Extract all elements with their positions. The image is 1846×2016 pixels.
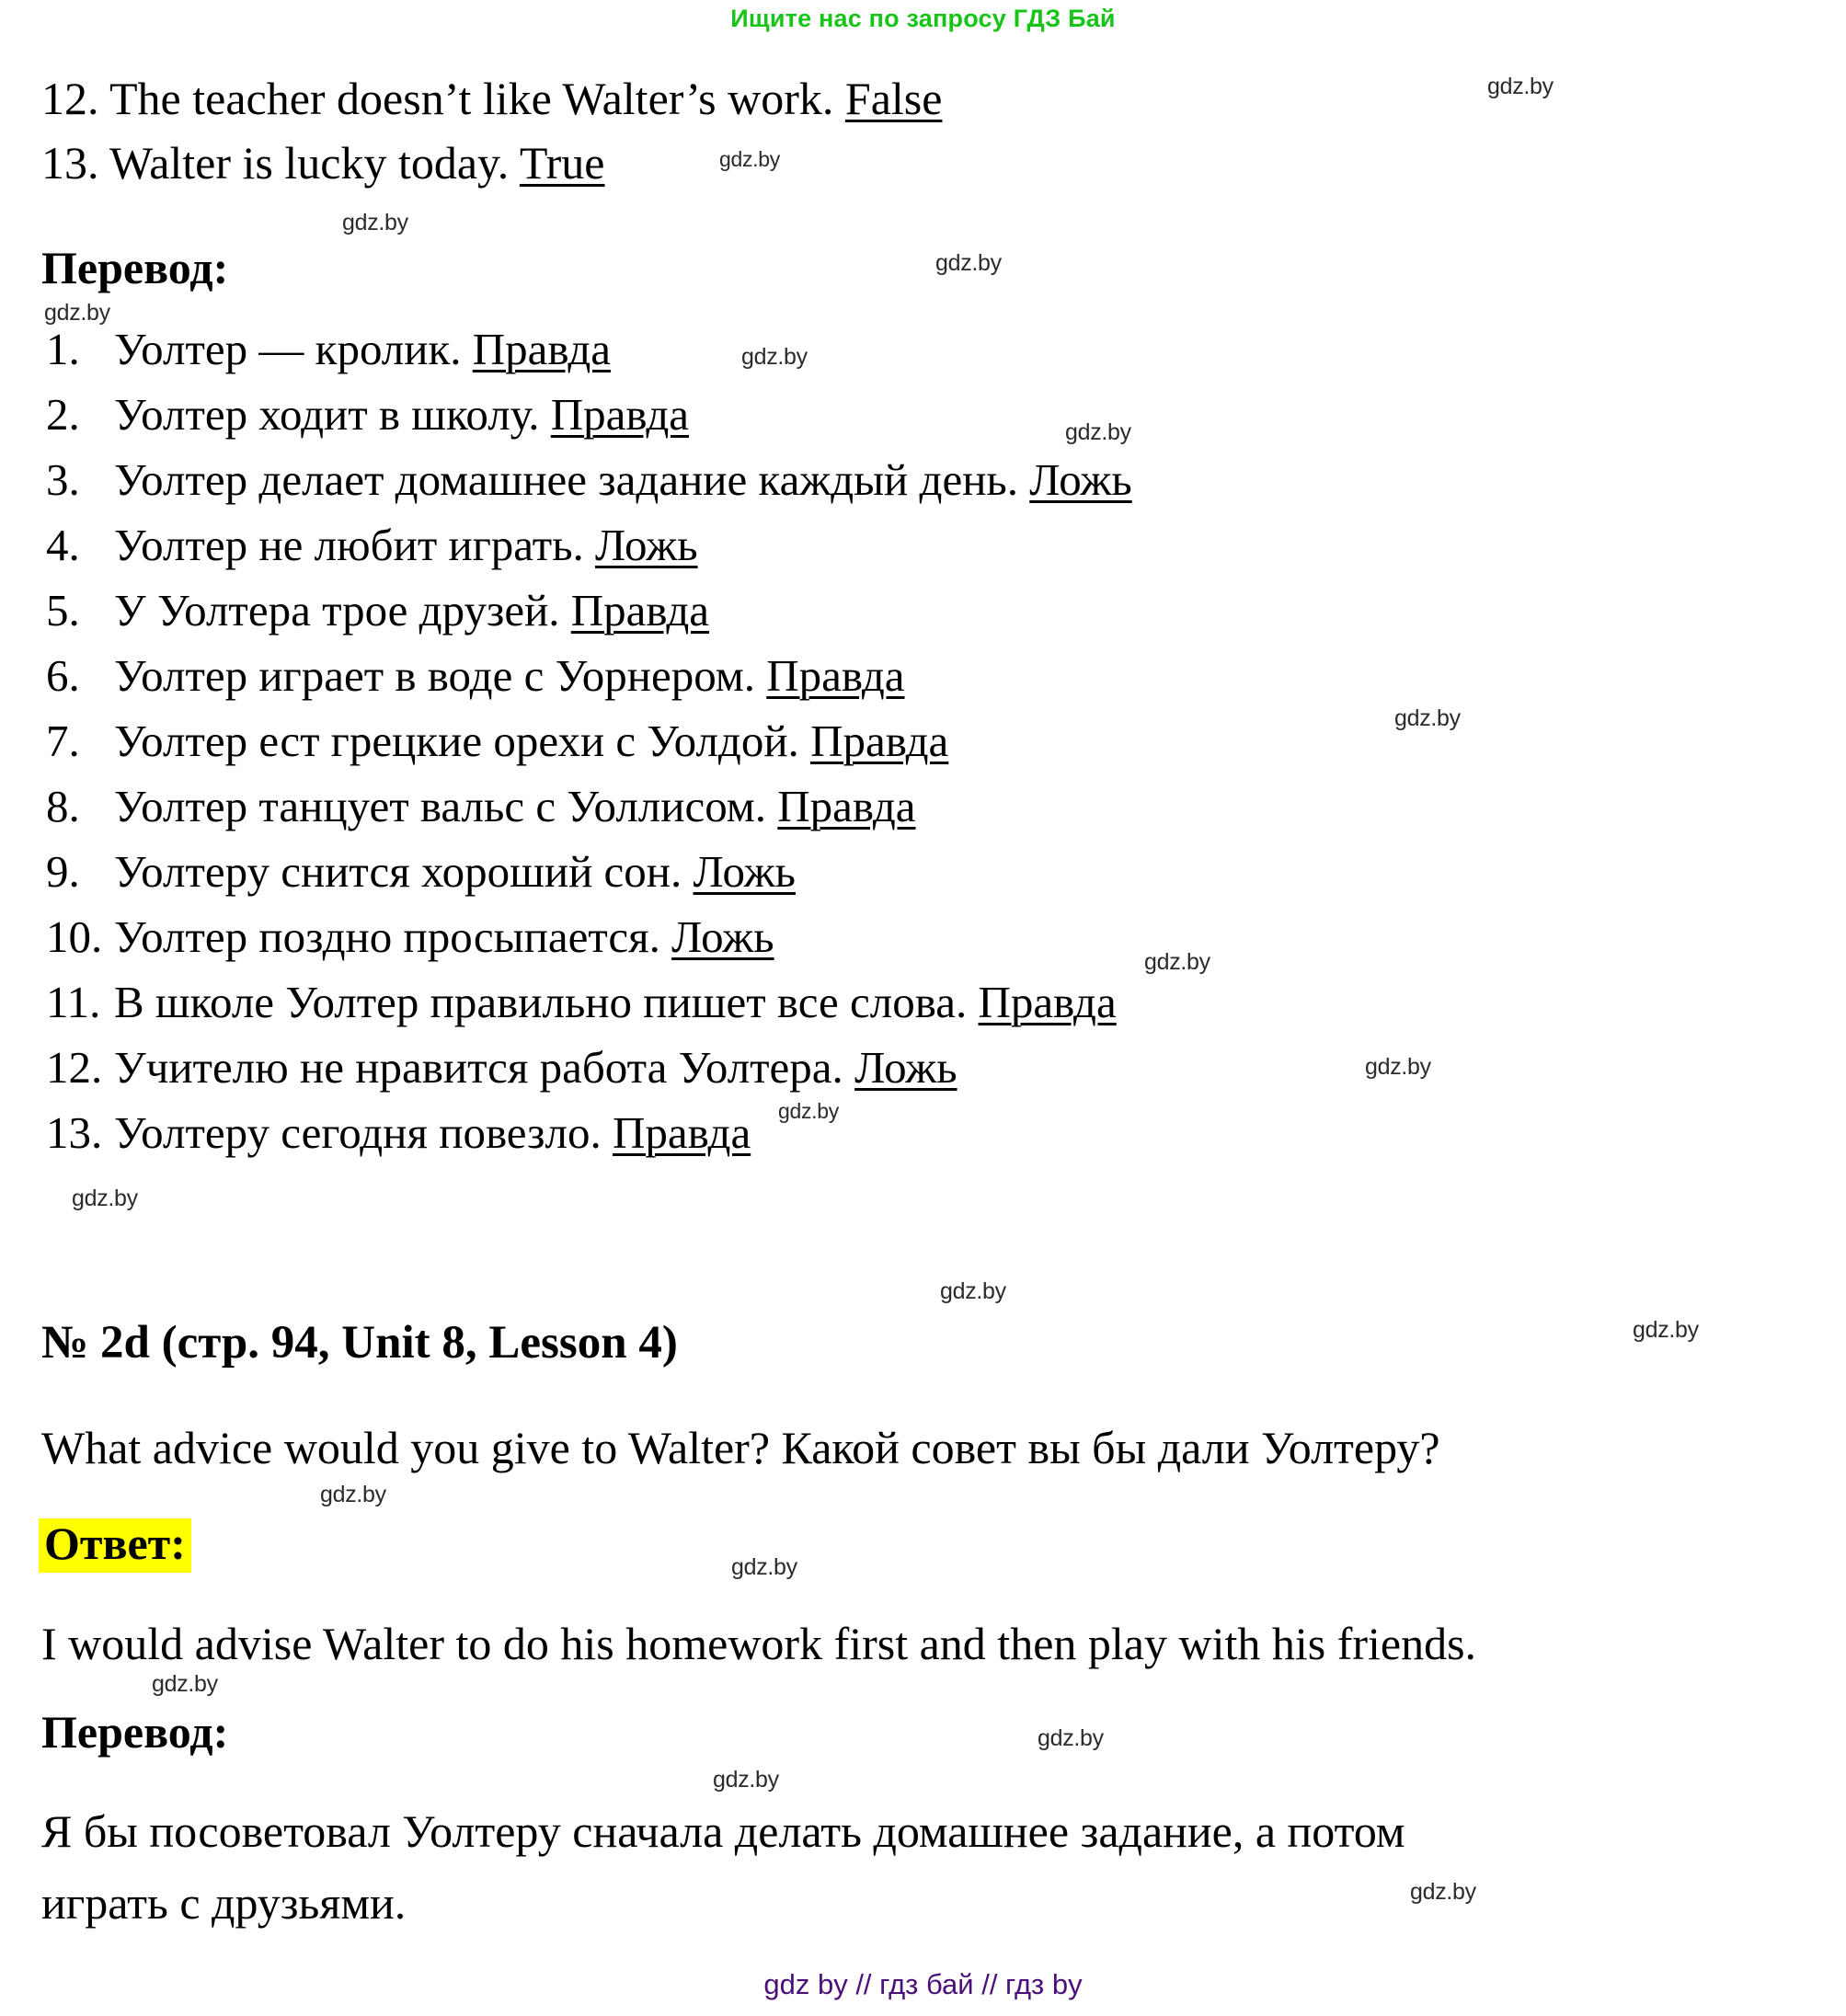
- statement-row: [46, 520, 698, 570]
- watermark-gdz: gdz.by: [1038, 1725, 1104, 1751]
- statement-row: [41, 137, 605, 189]
- watermark-gdz: gdz.by: [44, 300, 110, 326]
- watermark-gdz: gdz.by: [72, 1186, 138, 1211]
- statement-text: В школе Уолтер правильно пишет все слова.: [114, 977, 979, 1027]
- statement-answer: Правда: [570, 585, 710, 636]
- statement-text: Уолтер — кролик.: [114, 324, 473, 374]
- statement-number: 10.: [46, 911, 103, 962]
- statement-row: [46, 716, 949, 766]
- statement-number: 9.: [46, 846, 80, 897]
- statement-number: 6.: [46, 650, 80, 701]
- statement-number: 5.: [46, 585, 80, 636]
- watermark-gdz: gdz.by: [940, 1278, 1006, 1304]
- statement-answer: Ложь: [693, 846, 797, 897]
- statement-number: 2.: [46, 389, 80, 440]
- answer-label-badge: Ответ:: [39, 1518, 191, 1573]
- statement-answer: False: [844, 73, 943, 124]
- task-question: What advice would you give to Walter? Какой совет вы бы дали Уолтеру?: [41, 1422, 1440, 1473]
- statement-text: Walter is lucky today.: [109, 137, 520, 189]
- statement-answer: Ложь: [1029, 454, 1132, 505]
- statement-answer: Ложь: [854, 1042, 957, 1093]
- statement-number: 8.: [46, 781, 80, 831]
- statement-text: Учителю не нравится работа Уолтера.: [114, 1042, 855, 1093]
- statement-row: [46, 911, 774, 962]
- answer-text: I would advise Walter to do his homework first and then play with his friends.: [41, 1618, 1477, 1669]
- statement-answer: Правда: [777, 781, 916, 831]
- statement-answer: Правда: [550, 389, 689, 440]
- statement-number: 13.: [46, 1107, 103, 1158]
- promo-banner: Ищите нас по запросу ГДЗ Бай: [730, 5, 1116, 32]
- statement-text: The teacher doesn’t like Walter’s work.: [109, 73, 845, 124]
- statement-row: [46, 1107, 751, 1158]
- answer-translation-line-2: играть с друзьями.: [41, 1877, 407, 1929]
- statement-answer: Ложь: [595, 520, 698, 570]
- statement-number: 3.: [46, 454, 80, 505]
- statement-text: Уолтер делает домашнее задание каждый день.: [114, 454, 1030, 505]
- watermark-gdz: gdz.by: [1633, 1317, 1699, 1343]
- statement-answer: Правда: [978, 977, 1117, 1027]
- watermark-gdz: gdz.by: [731, 1554, 797, 1580]
- statement-row: [41, 73, 943, 124]
- statement-row: [46, 781, 916, 831]
- watermark-gdz: gdz.by: [1365, 1054, 1431, 1080]
- watermark-gdz: gdz.by: [1065, 419, 1131, 445]
- statement-number: 11.: [46, 977, 101, 1027]
- watermark-gdz: gdz.by: [741, 344, 808, 370]
- statement-answer: Правда: [810, 716, 949, 766]
- statement-text: Уолтеру снится хороший сон.: [114, 846, 694, 897]
- statement-text: У Уолтера трое друзей.: [114, 585, 571, 636]
- translation-heading: Перевод:: [41, 242, 229, 293]
- statement-row: [46, 326, 611, 372]
- statement-text: Уолтер ходит в школу.: [114, 389, 551, 440]
- statement-number: 7.: [46, 716, 80, 766]
- watermark-gdz: gdz.by: [778, 1099, 839, 1123]
- watermark-gdz: gdz.by: [935, 250, 1002, 276]
- watermark-gdz: gdz.by: [1394, 705, 1461, 731]
- statement-number: 1.: [46, 324, 80, 374]
- statement-row: [46, 454, 1132, 505]
- task-title: № 2d (стр. 94, Unit 8, Lesson 4): [41, 1317, 678, 1369]
- statement-text: Уолтер играет в воде с Уорнером.: [114, 650, 767, 701]
- statement-answer: True: [519, 137, 605, 189]
- statement-text: Уолтер поздно просыпается.: [114, 911, 672, 962]
- footer-links[interactable]: gdz by // гдз бай // гдз by: [763, 1968, 1083, 2000]
- watermark-gdz: gdz.by: [152, 1671, 218, 1697]
- watermark-gdz: gdz.by: [320, 1482, 386, 1507]
- statement-row: [46, 389, 689, 440]
- statement-text: Уолтер не любит играть.: [114, 520, 596, 570]
- answer-label-row: [39, 1518, 191, 1573]
- watermark-gdz: gdz.by: [1410, 1879, 1476, 1905]
- statement-number: 12.: [41, 73, 99, 124]
- statement-answer: Правда: [766, 650, 905, 701]
- watermark-gdz: gdz.by: [713, 1767, 779, 1793]
- statement-number: 13.: [41, 137, 99, 189]
- statement-number: 12.: [46, 1042, 103, 1093]
- translation-heading-2: Перевод:: [41, 1706, 229, 1758]
- statement-text: Уолтер танцует вальс с Уоллисом.: [114, 781, 778, 831]
- statement-row: [46, 1042, 957, 1093]
- statement-answer: Правда: [612, 1107, 751, 1158]
- watermark-gdz: gdz.by: [719, 147, 780, 171]
- watermark-gdz: gdz.by: [1144, 949, 1210, 975]
- statement-number: 4.: [46, 520, 80, 570]
- statement-answer: Правда: [472, 324, 612, 374]
- statement-text: Уолтер ест грецкие орехи с Уолдой.: [114, 716, 811, 766]
- statement-answer: Ложь: [671, 911, 774, 962]
- statement-text: Уолтеру сегодня повезло.: [114, 1107, 613, 1158]
- watermark-gdz: gdz.by: [342, 210, 408, 235]
- statement-row: [46, 979, 1117, 1025]
- statement-row: [46, 846, 797, 897]
- statement-row: [46, 585, 710, 636]
- watermark-gdz: gdz.by: [1487, 74, 1554, 99]
- answer-translation-line-1: Я бы посоветовал Уолтеру сначала делать домашнее задание, а потом: [41, 1805, 1405, 1857]
- statement-row: [46, 650, 905, 701]
